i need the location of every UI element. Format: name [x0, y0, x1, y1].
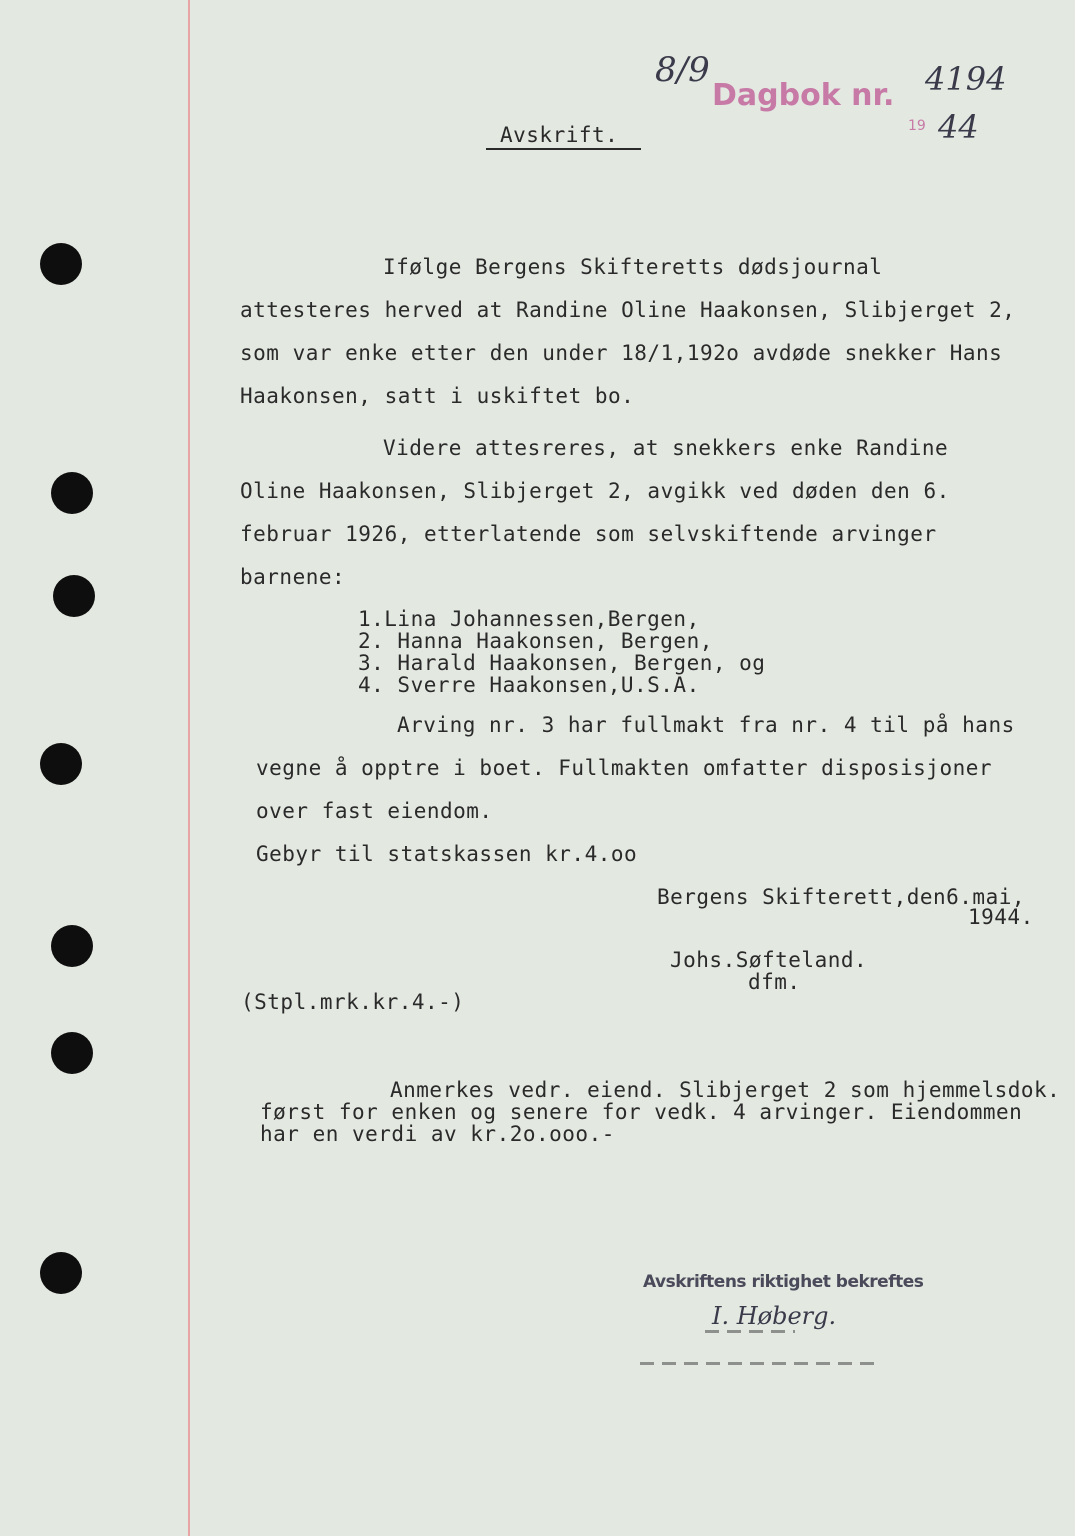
journal-stamp-label: Dagbok nr. — [712, 78, 895, 113]
title-underline — [486, 148, 641, 150]
signer-name: Johs.Søfteland. — [670, 948, 868, 972]
paragraph-3-line: over fast eiendom. — [256, 799, 493, 823]
year-prefix: 19 — [908, 118, 926, 134]
heir-list-item: 1.Lina Johannessen,Bergen, — [358, 607, 700, 631]
heir-list-item: 3. Harald Haakonsen, Bergen, og — [358, 651, 766, 675]
paragraph-2-line: Oline Haakonsen, Slibjerget 2, avgikk ved døden den 6. — [240, 479, 950, 503]
paragraph-3-line: Arving nr. 3 har fullmakt fra nr. 4 til på hans — [397, 713, 1015, 737]
heir-list-item: 2. Hanna Haakonsen, Bergen, — [358, 629, 713, 653]
fee-line: Gebyr til statskassen kr.4.oo — [256, 842, 638, 866]
signer-title: dfm. — [748, 970, 801, 994]
paragraph-1-line: attesteres herved at Randine Oline Haakonsen, Slibjerget 2, — [240, 298, 1016, 322]
place-date-year: 1944. — [968, 905, 1034, 929]
note-line: Anmerkes vedr. eiend. Slibjerget 2 som hjemmelsdok. — [390, 1078, 1061, 1102]
note-line: har en verdi av kr.2o.ooo.- — [260, 1122, 615, 1146]
punch-hole — [40, 243, 82, 285]
punch-hole — [51, 472, 93, 514]
punch-hole — [53, 575, 95, 617]
punch-hole — [40, 743, 82, 785]
heir-list-item: 4. Sverre Haakonsen,U.S.A. — [358, 673, 700, 697]
punch-hole — [40, 1252, 82, 1294]
certification-signature: I. Høberg. — [712, 1302, 837, 1330]
paragraph-2-line: barnene: — [240, 565, 346, 589]
punch-hole — [51, 925, 93, 967]
paragraph-3-line: vegne å opptre i boet. Fullmakten omfatter disposisjoner — [256, 756, 993, 780]
place-date-line: Bergens Skifterett,den6.mai, — [657, 885, 1026, 909]
paragraph-2-line: februar 1926, etterlatende som selvskiftende arvinger — [240, 522, 937, 546]
journal-number: 4194 — [925, 60, 1007, 98]
punch-hole — [51, 1032, 93, 1074]
dotted-line — [640, 1362, 880, 1365]
stamp-mark: (Stpl.mrk.kr.4.-) — [241, 990, 465, 1014]
red-margin-line — [188, 0, 190, 1536]
note-line: først for enken og senere for vedk. 4 arvinger. Eiendommen — [260, 1100, 1023, 1124]
paragraph-1-line: Ifølge Bergens Skifteretts dødsjournal — [383, 255, 883, 279]
handwritten-date: 8/9 — [655, 50, 710, 90]
document-title: Avskrift. — [500, 123, 619, 147]
certification-stamp: Avskriftens riktighet bekreftes — [643, 1272, 924, 1292]
paragraph-2-line: Videre attesreres, at snekkers enke Randine — [383, 436, 949, 460]
year-suffix: 44 — [938, 108, 979, 146]
paragraph-1-line: som var enke etter den under 18/1,192o avdøde snekker Hans — [240, 341, 1003, 365]
paragraph-1-line: Haakonsen, satt i uskiftet bo. — [240, 384, 635, 408]
signature-underline — [705, 1330, 795, 1333]
